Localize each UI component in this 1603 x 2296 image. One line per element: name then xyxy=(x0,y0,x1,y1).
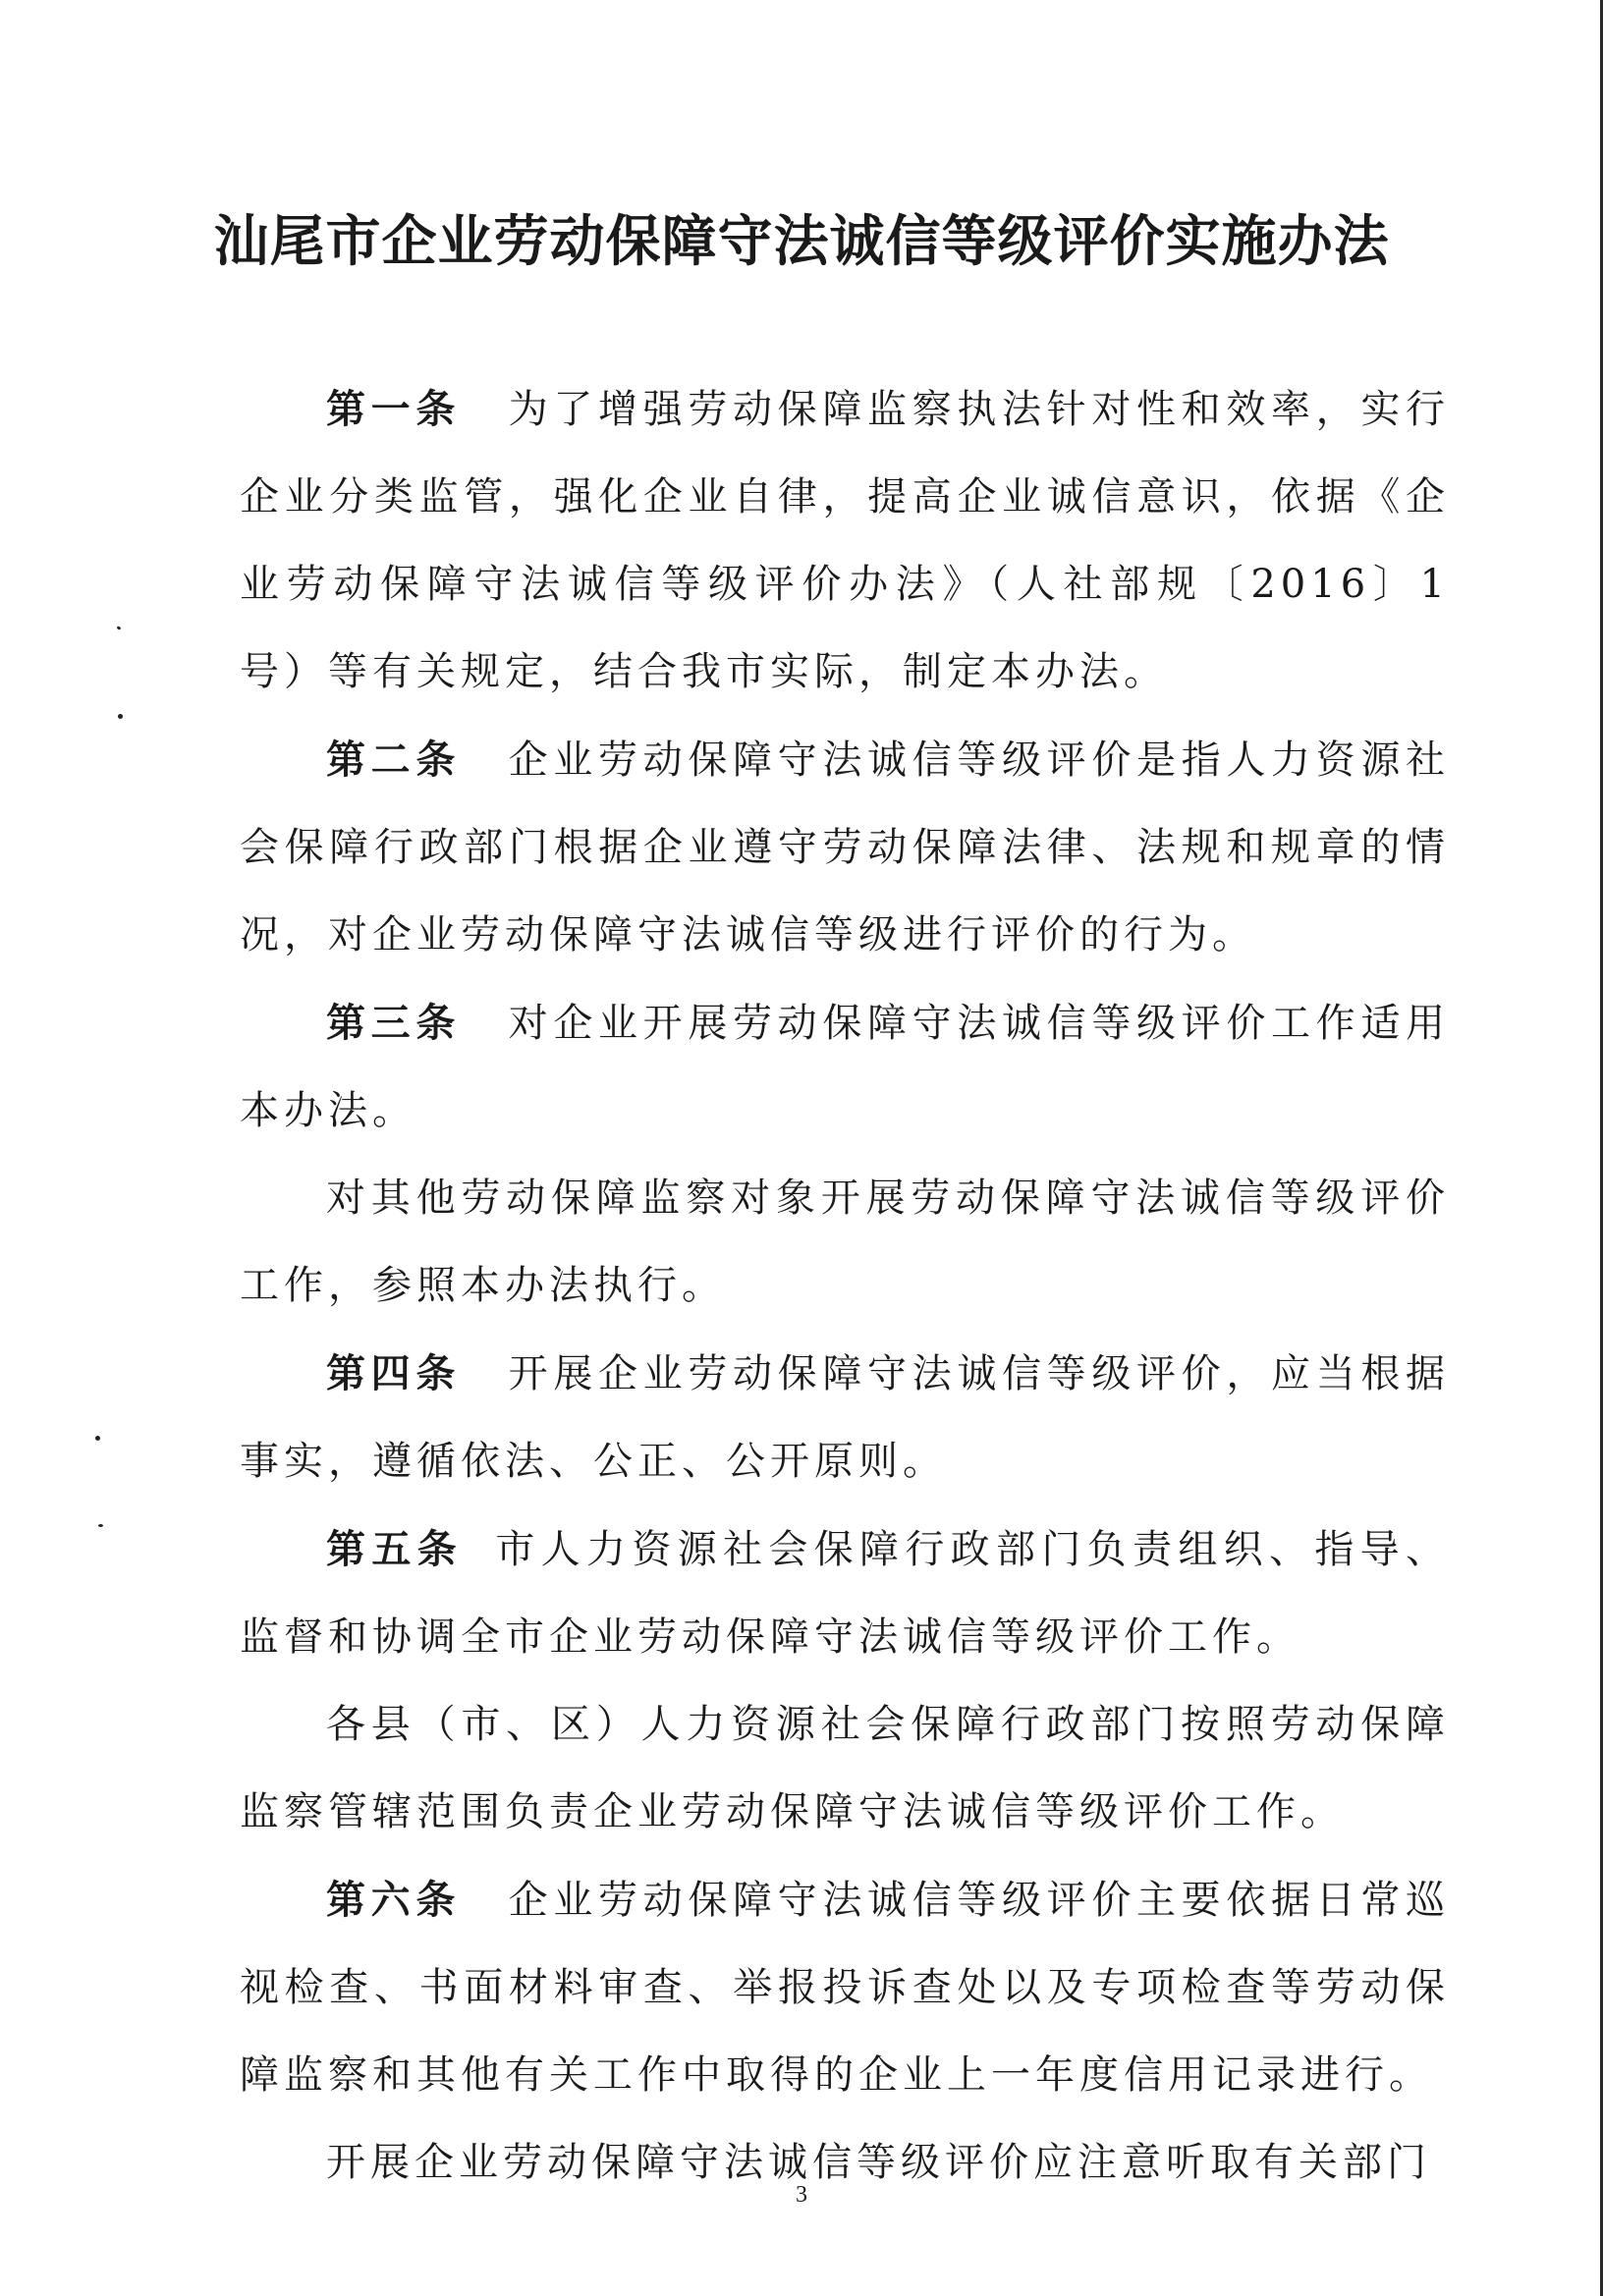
paragraph-text: 市人力资源社会保障行政部门负责组织、指导、监督和协调全市企业劳动保障守法诚信等级评价工作。 xyxy=(240,1527,1450,1660)
paragraph-article-6 xyxy=(240,1856,1450,2119)
article-label: 第六条 xyxy=(326,1877,461,1923)
scan-speck xyxy=(98,1524,103,1527)
paragraph-text: 对其他劳动保障监察对象开展劳动保障守法诚信等级评价工作，参照本办法执行。 xyxy=(240,1175,1450,1308)
paragraph-text: 为了增强劳动保障监察执法针对性和效率，实行企业分类监管，强化企业自律，提高企业诚信意识，依据《企业劳动保障守法诚信等级评价办法》（人社部规〔2016〕1 号）等有关规定，结合我市实际，制定本办法。 xyxy=(240,387,1450,694)
paragraph-article-5-clause xyxy=(240,1681,1450,1856)
paragraph-article-3-clause xyxy=(240,1155,1450,1330)
article-label: 第三条 xyxy=(326,1000,461,1046)
page-number: 3 xyxy=(796,2182,807,2208)
scan-speck xyxy=(95,1436,100,1441)
article-label: 第四条 xyxy=(326,1350,461,1396)
paragraph-article-4 xyxy=(240,1330,1450,1505)
article-label: 第一条 xyxy=(326,386,461,432)
paragraph-text: 开展企业劳动保障守法诚信等级评价，应当根据事实，遵循依法、公正、公开原则。 xyxy=(240,1351,1450,1484)
document-body xyxy=(240,365,1450,2207)
paragraph-text: 企业劳动保障守法诚信等级评价是指人力资源社会保障行政部门根据企业遵守劳动保障法律、法规和规章的情况，对企业劳动保障守法诚信等级进行评价的行为。 xyxy=(240,738,1450,957)
scan-speck xyxy=(117,626,122,630)
paragraph-article-3 xyxy=(240,979,1450,1155)
paragraph-text: 各县（市、区）人力资源社会保障行政部门按照劳动保障监察管辖范围负责企业劳动保障守法诚信等级评价工作。 xyxy=(240,1702,1450,1834)
scan-speck xyxy=(118,714,123,719)
paragraph-text: 开展企业劳动保障守法诚信等级评价应注意听取有关部门 xyxy=(326,2140,1431,2185)
article-label: 第五条 xyxy=(326,1526,463,1572)
article-label: 第二条 xyxy=(326,737,461,783)
paragraph-article-5 xyxy=(240,1505,1450,1681)
document-title: 汕尾市企业劳动保障守法诚信等级评价实施办法 xyxy=(213,209,1390,274)
paragraph-text: 企业劳动保障守法诚信等级评价主要依据日常巡视检查、书面材料审查、举报投诉查处以及专项检查等劳动保障监察和其他有关工作中取得的企业上一年度信用记录进行。 xyxy=(240,1878,1450,2098)
paragraph-text: 对企业开展劳动保障守法诚信等级评价工作适用本办法。 xyxy=(240,1001,1450,1133)
paragraph-article-1 xyxy=(240,365,1450,716)
paragraph-article-2 xyxy=(240,716,1450,979)
